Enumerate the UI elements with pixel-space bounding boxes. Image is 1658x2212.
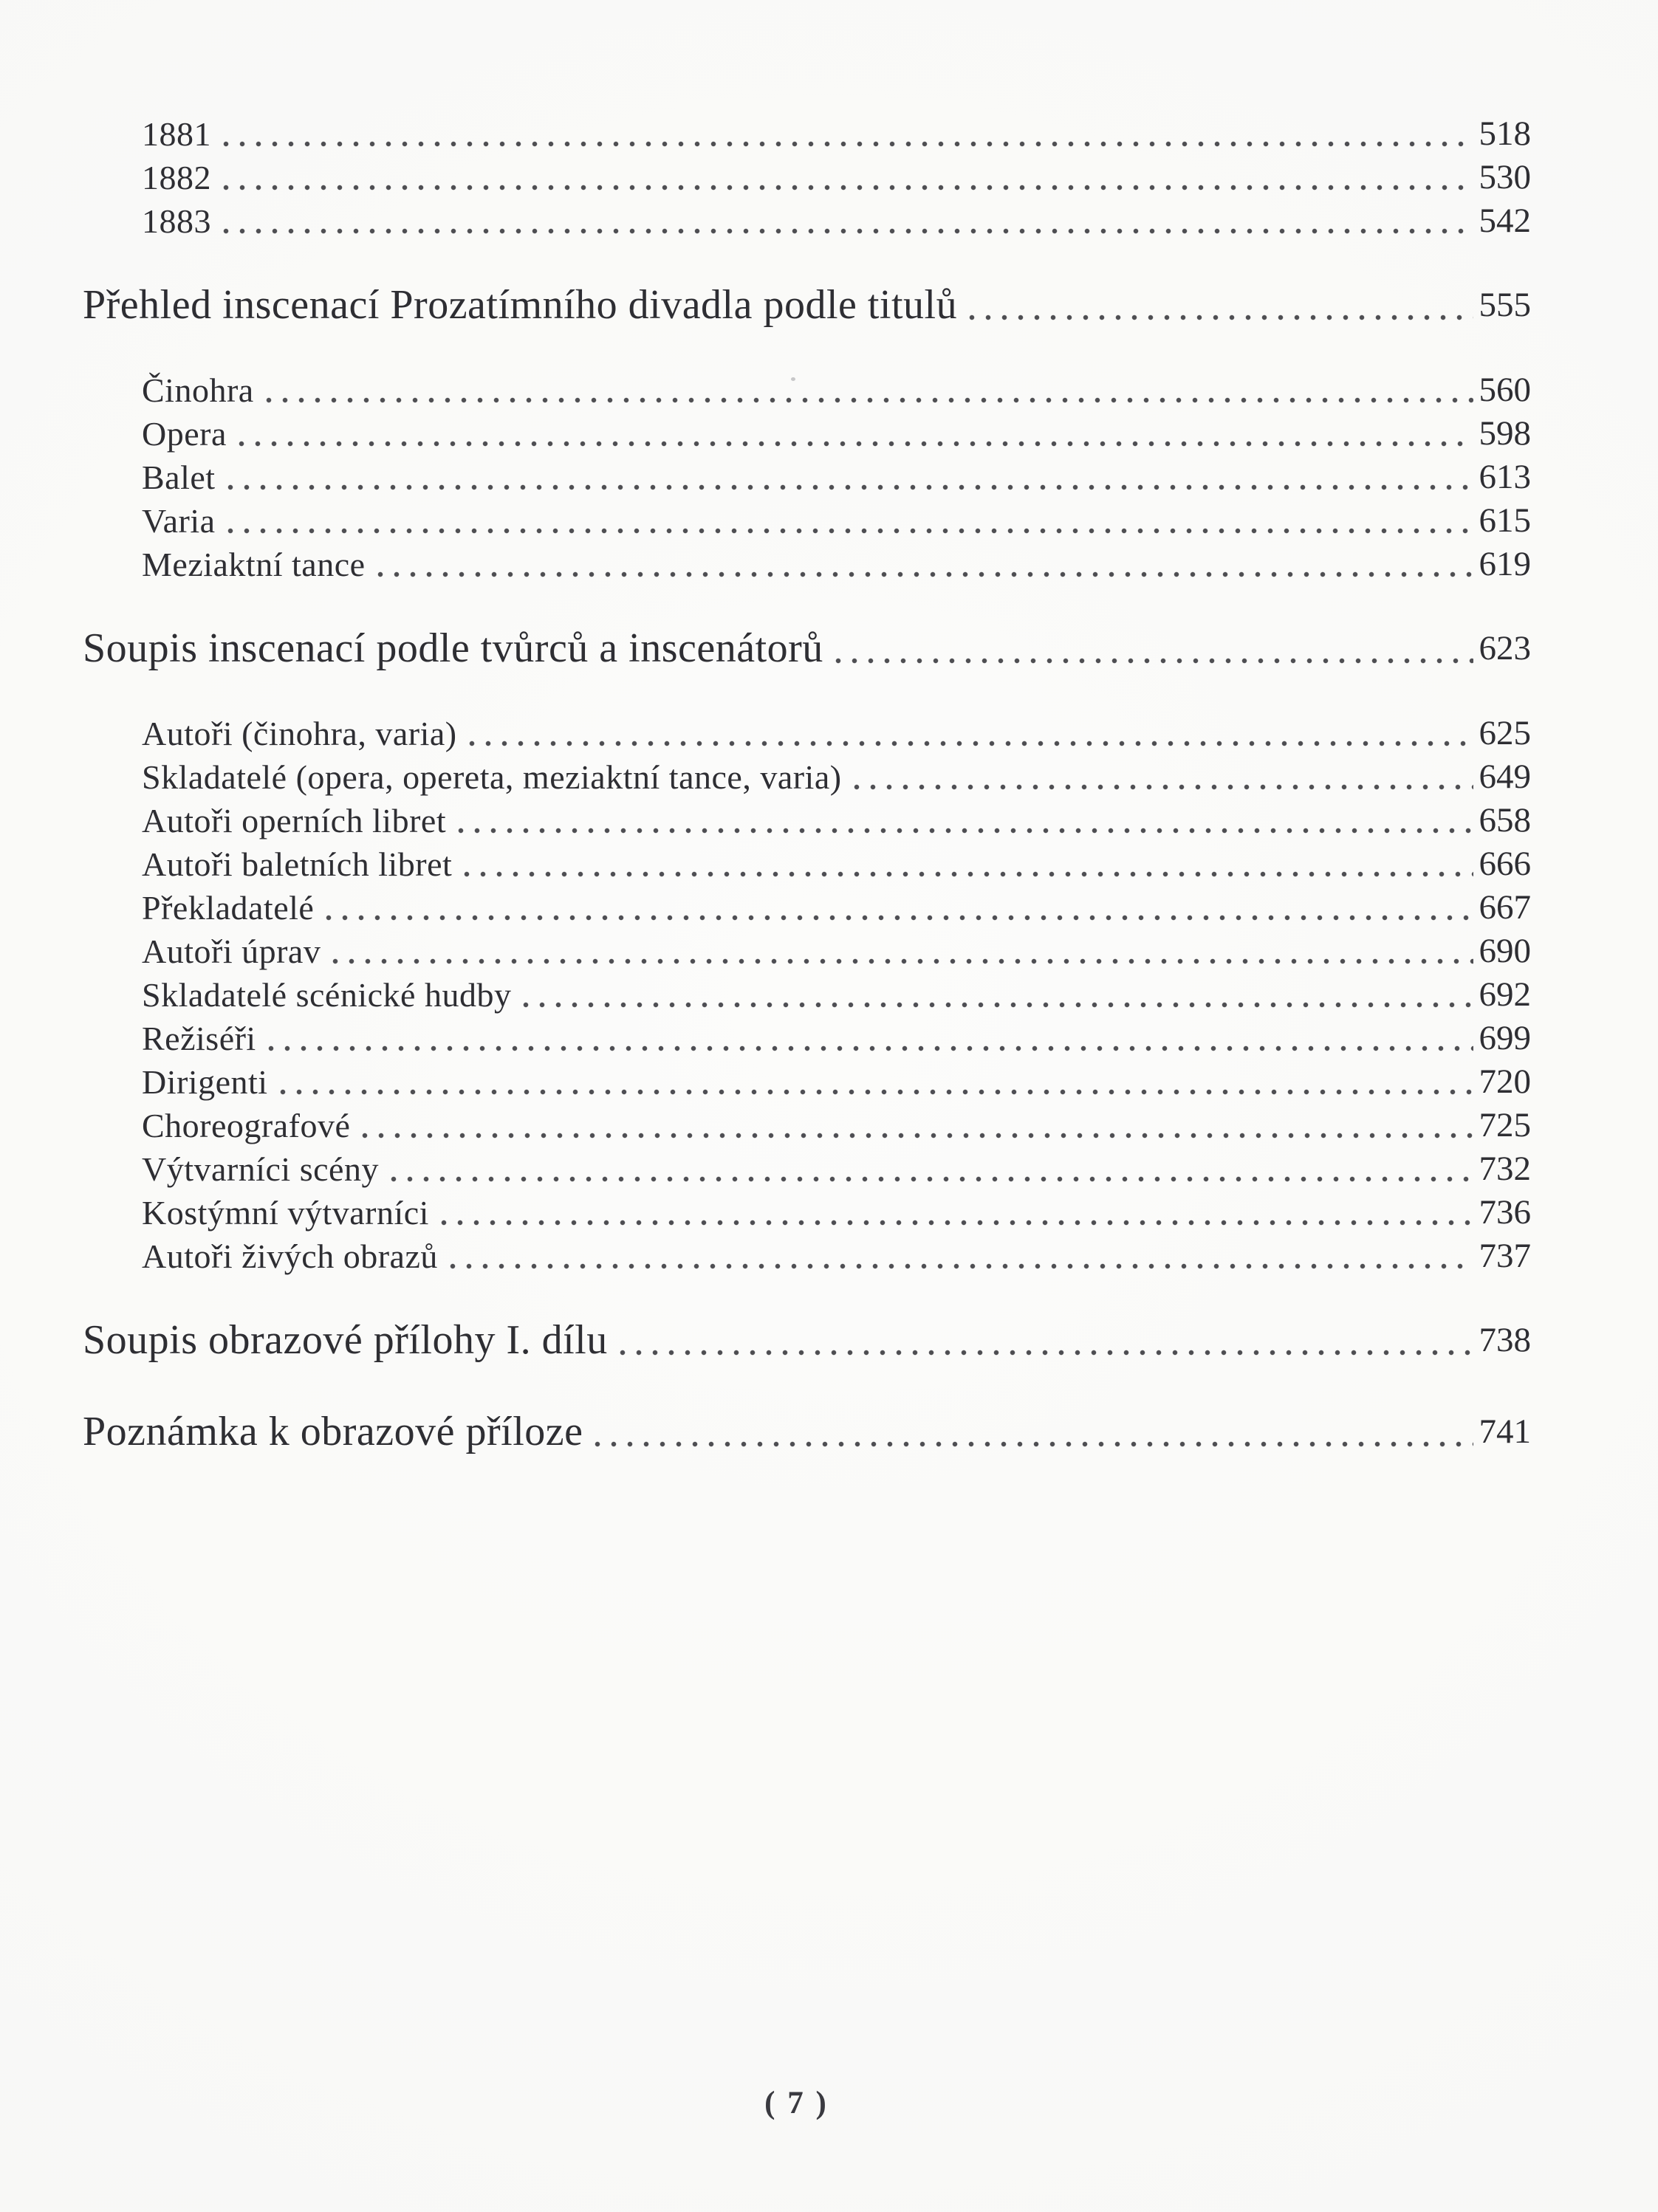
toc-entry-label: Režiséři: [142, 1020, 256, 1057]
toc-entry-page: 613: [1479, 458, 1531, 496]
toc-entry: [83, 1104, 1531, 1147]
toc-entry: [83, 886, 1531, 930]
toc-section-heading: [83, 277, 1531, 333]
toc-entry: [83, 368, 1531, 412]
dot-leader: [314, 886, 1479, 930]
toc-entry-page: 658: [1479, 801, 1531, 839]
dot-leader: [583, 1404, 1479, 1460]
toc-entry-page: 737: [1479, 1237, 1531, 1275]
toc-entry-label: Kostýmní výtvarníci: [142, 1194, 429, 1232]
toc-entry-label: 1883: [142, 202, 211, 240]
dot-leader: [254, 368, 1479, 412]
toc-entry-page: 690: [1479, 932, 1531, 970]
toc-entry: [83, 712, 1531, 755]
dot-leader: [379, 1147, 1479, 1191]
toc-entry-page: 530: [1479, 158, 1531, 196]
toc-entry-label: Autoři baletních libret: [142, 845, 453, 883]
toc-section-heading: [83, 1312, 1531, 1368]
toc-entry-page: 649: [1479, 758, 1531, 796]
toc-heading-label: Poznámka k obrazové příloze: [83, 1409, 583, 1454]
dot-leader: [216, 456, 1479, 499]
toc-entry: [83, 1060, 1531, 1104]
toc-entry: [83, 456, 1531, 499]
toc-entry: [83, 543, 1531, 586]
toc-entry-label: Balet: [142, 458, 216, 496]
dot-leader: [842, 755, 1479, 799]
dot-leader: [957, 277, 1479, 333]
scan-speck: [791, 377, 795, 381]
toc-entry-page: 598: [1479, 414, 1531, 453]
toc-group: [83, 712, 1531, 1278]
toc-entry: [83, 1234, 1531, 1278]
toc-entry-page: 542: [1479, 202, 1531, 240]
dot-leader: [321, 930, 1479, 973]
toc-entry-label: Skladatelé (opera, opereta, meziaktní tance, varia): [142, 758, 842, 796]
toc-heading-page: 741: [1479, 1412, 1531, 1451]
dot-leader: [438, 1234, 1479, 1278]
toc-heading-page: 555: [1479, 286, 1531, 324]
toc-entry-page: 666: [1479, 845, 1531, 883]
toc-entry: [83, 412, 1531, 456]
dot-leader: [457, 712, 1479, 755]
toc-entry: [83, 930, 1531, 973]
toc-entry-label: Opera: [142, 415, 227, 453]
toc-entry-label: Varia: [142, 502, 216, 540]
dot-leader: [452, 842, 1479, 886]
toc-group: [83, 112, 1531, 243]
dot-leader: [216, 499, 1479, 543]
dot-leader: [366, 543, 1479, 586]
toc-entry-label: Autoři živých obrazů: [142, 1237, 438, 1275]
toc-entry-page: 699: [1479, 1019, 1531, 1057]
toc-entry-page: 725: [1479, 1106, 1531, 1144]
toc-entry-page: 692: [1479, 975, 1531, 1014]
dot-leader: [211, 112, 1479, 156]
toc-entry-label: Překladatelé: [142, 889, 315, 927]
toc-entry: [83, 973, 1531, 1017]
toc-entry: [83, 199, 1531, 243]
dot-leader: [256, 1017, 1479, 1060]
toc: [83, 112, 1531, 1495]
toc-entry-label: Výtvarníci scény: [142, 1150, 379, 1188]
toc-section-heading: [83, 1404, 1531, 1460]
toc-entry: [83, 842, 1531, 886]
toc-group: [83, 368, 1531, 586]
toc-entry-label: Meziaktní tance: [142, 546, 366, 583]
dot-leader: [511, 973, 1479, 1017]
toc-entry-page: 625: [1479, 714, 1531, 752]
toc-entry: [83, 1191, 1531, 1234]
dot-leader: [350, 1104, 1479, 1147]
toc-entry-page: 720: [1479, 1062, 1531, 1101]
toc-heading-page: 623: [1479, 629, 1531, 667]
toc-entry: [83, 799, 1531, 842]
toc-entry: [83, 156, 1531, 199]
dot-leader: [446, 799, 1479, 842]
toc-section-heading: [83, 620, 1531, 676]
toc-entry-page: 518: [1479, 114, 1531, 153]
toc-entry-page: 615: [1479, 501, 1531, 540]
toc-entry-page: 619: [1479, 545, 1531, 583]
toc-entry-label: Činohra: [142, 371, 254, 409]
page-footer: ( 7 ): [764, 2086, 829, 2120]
toc-entry-page: 560: [1479, 371, 1531, 409]
dot-leader: [823, 620, 1479, 676]
dot-leader: [429, 1191, 1479, 1234]
toc-entry: [83, 1017, 1531, 1060]
toc-entry-label: Dirigenti: [142, 1063, 268, 1101]
toc-entry: [83, 1147, 1531, 1191]
dot-leader: [227, 412, 1479, 456]
toc-entry-label: 1882: [142, 159, 211, 196]
toc-entry-page: 736: [1479, 1193, 1531, 1232]
toc-heading-label: Přehled inscenací Prozatímního divadla podle titulů: [83, 282, 958, 328]
toc-heading-label: Soupis obrazové přílohy I. dílu: [83, 1317, 608, 1363]
toc-entry-label: Autoři (činohra, varia): [142, 715, 457, 752]
toc-entry-page: 732: [1479, 1150, 1531, 1188]
dot-leader: [211, 156, 1479, 199]
toc-entry-label: Skladatelé scénické hudby: [142, 976, 512, 1014]
toc-heading-label: Soupis inscenací podle tvůrců a inscenátorů: [83, 625, 823, 671]
toc-entry-label: 1881: [142, 115, 211, 153]
dot-leader: [608, 1312, 1479, 1368]
toc-heading-page: 738: [1479, 1321, 1531, 1359]
toc-entry-label: Autoři operních libret: [142, 802, 447, 839]
toc-entry-label: Choreografové: [142, 1107, 351, 1144]
toc-entry-label: Autoři úprav: [142, 932, 321, 970]
toc-entry: [83, 755, 1531, 799]
dot-leader: [268, 1060, 1479, 1104]
toc-entry: [83, 499, 1531, 543]
toc-entry: [83, 112, 1531, 156]
dot-leader: [211, 199, 1479, 243]
toc-entry-page: 667: [1479, 888, 1531, 927]
